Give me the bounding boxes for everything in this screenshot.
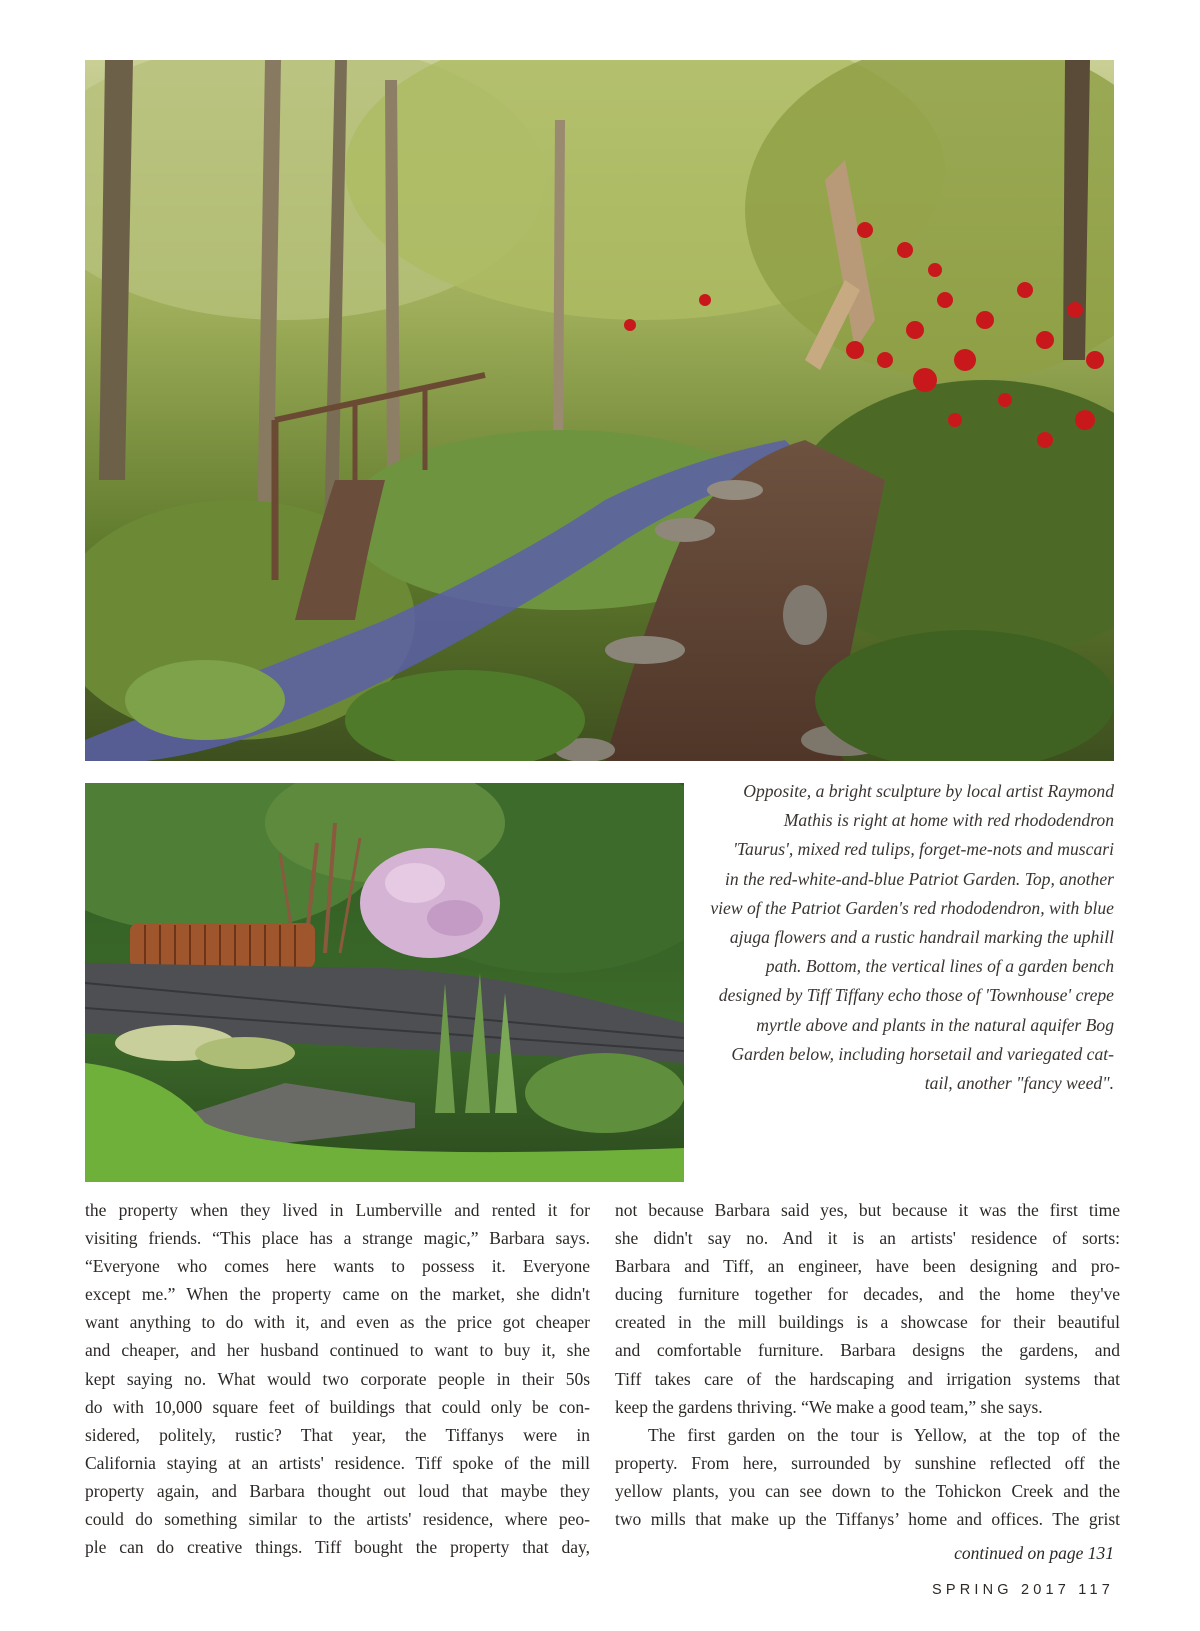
page-folio: SPRING 2017 117	[931, 1582, 1114, 1598]
body-column-left	[85, 1196, 590, 1561]
body-line: keep the gardens thriving. “We make a good team,” she says.	[615, 1396, 1043, 1417]
caption-line: ajuga flowers and a rustic handrail marking the uphill	[729, 927, 1114, 948]
caption-line: in the red-white-and-blue Patriot Garden. Top, another	[725, 868, 1114, 889]
body-line: kept saying no. What would two corporate people in their 50s	[85, 1368, 590, 1389]
body-line: California staying at an artists' residence. Tiff spoke of the mill	[85, 1452, 590, 1473]
caption-line: Mathis is right at home with red rhododendron	[783, 810, 1114, 831]
caption-line: Garden below, including horsetail and variegated cat-	[731, 1043, 1114, 1064]
body-line: sidered, politely, rustic? That year, the Tiffanys were in	[85, 1424, 590, 1445]
bog-garden-photo	[85, 783, 684, 1182]
body-line: the property when they lived in Lumberville and rented it for	[85, 1200, 590, 1220]
body-line: Tiff takes care of the hardscaping and irrigation systems that	[615, 1368, 1120, 1389]
caption-line: designed by Tiff Tiffany echo those of 'Townhouse' crepe	[718, 985, 1114, 1006]
body-line: she didn't say no. And it is an artists' residence of sorts:	[615, 1228, 1120, 1249]
body-line: ducing furniture together for decades, and the home they've	[615, 1284, 1120, 1305]
body-line: The first garden on the tour is Yellow, at the top of the	[648, 1424, 1120, 1445]
body-line: property again, and Barbara thought out loud that maybe they	[85, 1480, 590, 1501]
body-paragraph	[615, 1196, 1120, 1421]
top-garden-photo	[85, 60, 1114, 761]
body-line: except me.” When the property came on the market, she didn't	[85, 1284, 590, 1305]
caption-line: 'Taurus', mixed red tulips, forget-me-nots and muscari	[733, 839, 1114, 860]
body-line: do with 10,000 square feet of buildings that could only be con-	[85, 1396, 590, 1417]
body-column-right	[615, 1196, 1120, 1533]
photo-caption	[700, 777, 1114, 1098]
body-line: ple can do creative things. Tiff bought the property that day,	[85, 1537, 590, 1558]
body-paragraph	[615, 1421, 1120, 1533]
caption-line: myrtle above and plants in the natural aquifer Bog	[756, 1014, 1114, 1035]
body-line: two mills that make up the Tiffanys’ home and offices. The grist	[615, 1509, 1120, 1530]
body-line: and cheaper, and her husband continued to want to buy it, she	[85, 1340, 590, 1361]
body-line: Barbara and Tiff, an engineer, have been designing and pro-	[615, 1256, 1120, 1277]
body-line: created in the mill buildings is a showcase for their beautiful	[615, 1312, 1120, 1333]
caption-line: tail, another "fancy weed".	[924, 1073, 1114, 1094]
body-line: “Everyone who comes here wants to possess it. Everyone	[85, 1256, 590, 1277]
body-line: want anything to do with it, and even as the price got cheaper	[85, 1312, 590, 1333]
caption-line: path. Bottom, the vertical lines of a garden bench	[765, 956, 1114, 977]
body-paragraph	[85, 1196, 590, 1561]
continued-note: continued on page 131	[954, 1543, 1114, 1563]
body-line: visiting friends. “This place has a strange magic,” Barbara says.	[85, 1228, 590, 1249]
body-line: could do something similar to the artists' residence, where peo-	[85, 1509, 590, 1530]
body-line: yellow plants, you can see down to the Tohickon Creek and the	[615, 1480, 1120, 1501]
caption-line: view of the Patriot Garden's red rhododendron, with blue	[710, 897, 1114, 918]
body-line: not because Barbara said yes, but because it was the first time	[615, 1200, 1120, 1220]
body-line: and comfortable furniture. Barbara designs the gardens, and	[615, 1340, 1120, 1361]
caption-line: Opposite, a bright sculpture by local artist Raymond	[743, 781, 1114, 801]
body-line: property. From here, surrounded by sunshine reflected off the	[615, 1452, 1120, 1473]
